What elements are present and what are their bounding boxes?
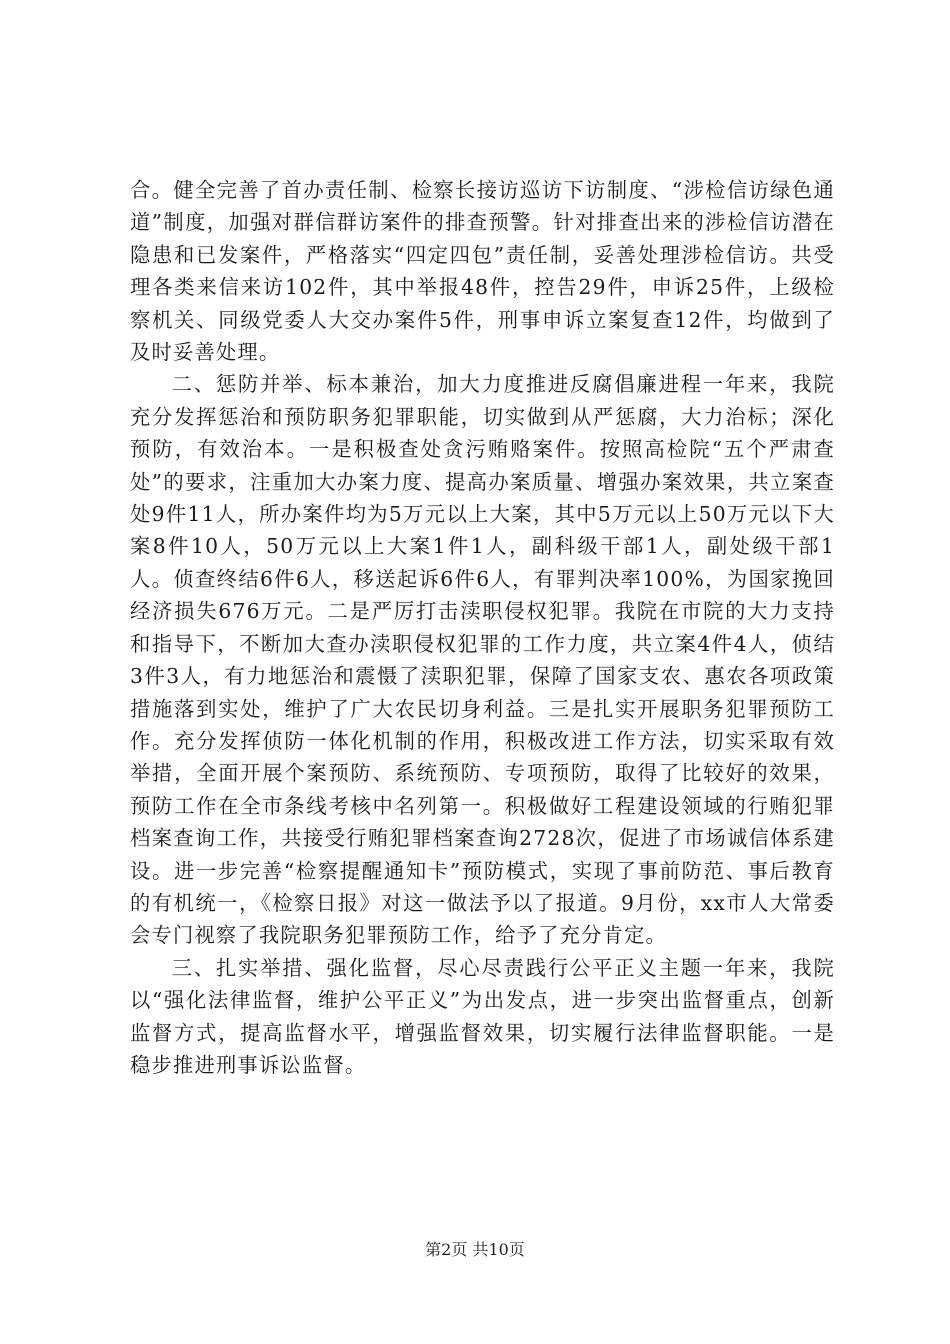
paragraph-3: 三、扎实举措、强化监督，尽心尽责践行公平正义主题一年来，我院以“强化法律监督，维护公平正义”为出发点，进一步突出监督重点，创新监督方式，提高监督水平，增强监督效果，切实履行法律监督职能。一是稳步推进刑事诉讼监督。 [130,955,835,1077]
paragraph-2: 二、惩防并举、标本兼治，加大力度推进反腐倡廉进程一年来，我院充分发挥惩治和预防职务犯罪职能，切实做到从严惩腐，大力治标；深化预防，有效治本。一是积极查处贪污贿赂案件。按照高检院“五个严肃查处”的要求，注重加大办案力度、提高办案质量、增强办案效果，共立案查处9件11人，所办案件均为5万元以上大案，其中5万元以上50万元以下大案8件10人，50万元以上大案1件1人，副科级干部1人，副处级干部1人。侦查终结6件6人，移送起诉6件6人，有罪判决率100%，为国家挽回经济损失676万元。二是严厉打击渎职侵权犯罪。我院在市院的大力支持和指导下，不断加大查办渎职侵权犯罪的工作力度，共立案4件4人，侦结3件3人，有力地惩治和震慑了渎职犯罪，保障了国家支农、惠农各项政策措施落到实处，维护了广大农民切身利益。三是扎实开展职务犯罪预防工作。充分发挥侦防一体化机制的作用，积极改进工作方法，切实采取有效举措，全面开展个案预防、系统预防、专项预防，取得了比较好的效果，预防工作在全市条线考核中名列第一。积极做好工程建设领域的行贿犯罪档案查询工作，共接受行贿犯罪档案查询2728次，促进了市场诚信体系建设。进一步完善“检察提醒通知卡”预防模式，实现了事前防范、事后教育的有机统一，《检察日报》对这一做法予以了报道。9月份，xx市人大常委会专门视察了我院职务犯罪预防工作，给予了充分肯定。 [130,372,835,948]
document-body [130,174,835,1081]
page-number-footer: 第2页 共10页 [425,1240,525,1259]
paragraph-1: 合。健全完善了首办责任制、检察长接访巡访下访制度、“涉检信访绿色通道”制度，加强对群信群访案件的排查预警。针对排查出来的涉检信访潜在隐患和已发案件，严格落实“四定四包”责任制，妥善处理涉检信访。共受理各类来信来访102件，其中举报48件，控告29件，申诉25件，上级检察机关、同级党委人大交办案件5件，刑事申诉立案复查12件，均做到了及时妥善处理。 [130,178,835,365]
